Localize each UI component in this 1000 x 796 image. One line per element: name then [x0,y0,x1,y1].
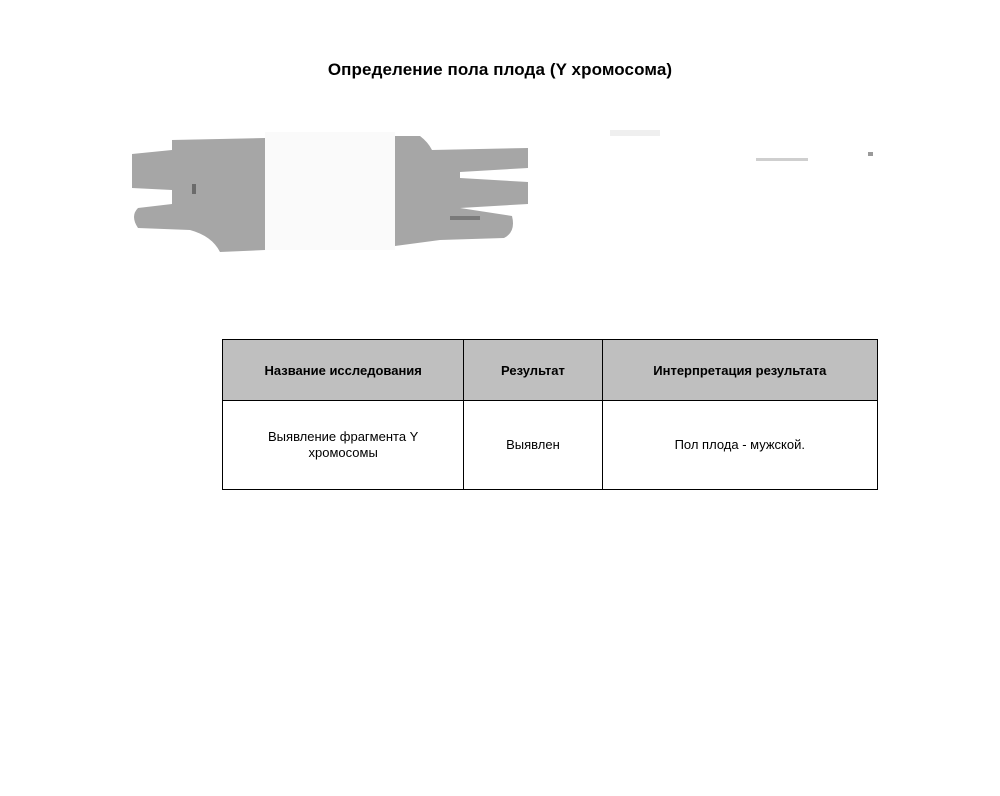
column-header-result: Результат [464,340,602,401]
cell-study-name: Выявление фрагмента Y хромосомы [223,401,464,490]
results-table [222,339,878,490]
table-row [223,401,878,490]
cell-interpretation: Пол плода - мужской. [602,401,877,490]
cell-result: Выявлен [464,401,602,490]
column-header-interpretation: Интерпретация результата [602,340,877,401]
redacted-patient-info [120,120,900,260]
table-header-row [223,340,878,401]
document-title: Определение пола плода (Y хромосома) [327,60,673,79]
column-header-study-name: Название исследования [223,340,464,401]
